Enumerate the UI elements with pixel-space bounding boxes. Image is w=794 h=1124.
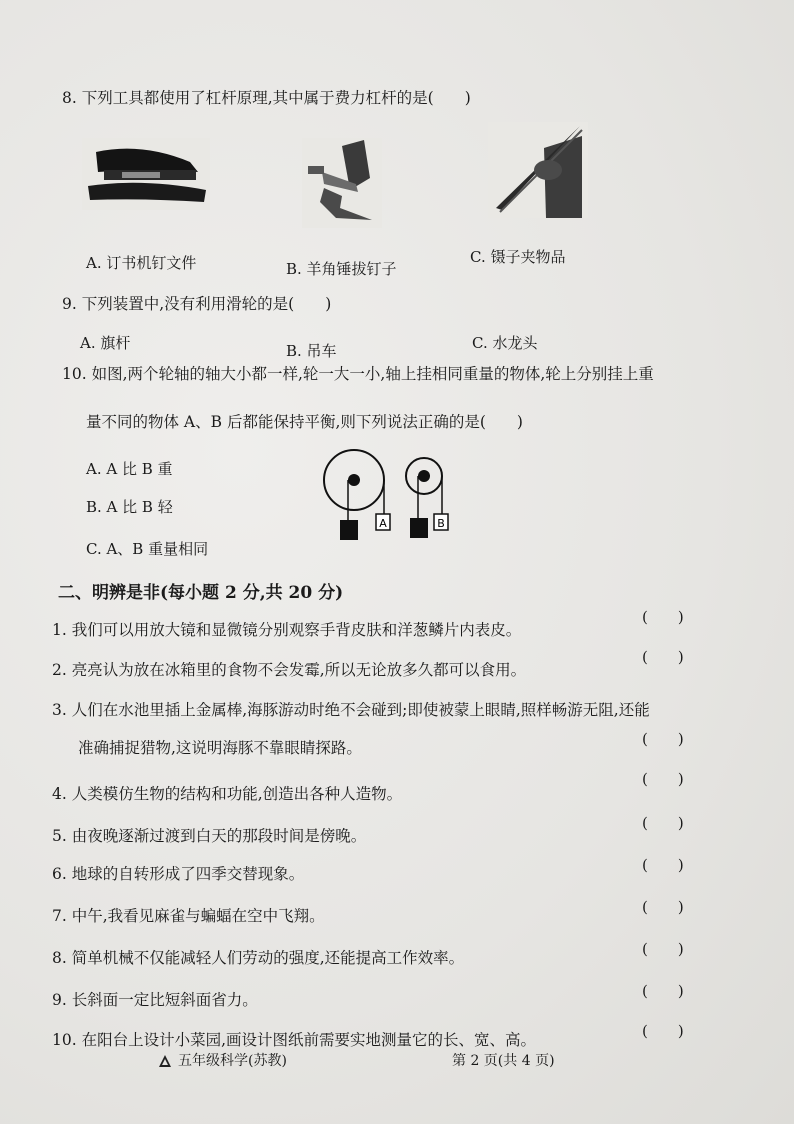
tf-answer-5[interactable]: ( ) xyxy=(642,814,684,832)
tf-answer-1[interactable]: ( ) xyxy=(642,608,684,626)
tf-item-5: 5. 由夜晚逐渐过渡到白天的那段时间是傍晚。 xyxy=(52,827,367,845)
q10-option-b: B. A 比 B 轻 xyxy=(86,498,173,516)
claw-hammer-image xyxy=(302,138,382,228)
tf-item-10: 10. 在阳台上设计小菜园,画设计图纸前需要实地测量它的长、宽、高。 xyxy=(52,1031,537,1049)
section-2-title: 二、明辨是非(每小题 2 分,共 20 分) xyxy=(58,583,344,603)
tf-item-7: 7. 中午,我看见麻雀与蝙蝠在空中飞翔。 xyxy=(52,907,325,925)
stapler-image xyxy=(82,138,210,210)
axle-weight-right xyxy=(410,518,428,538)
question-9: 9. 下列装置中,没有利用滑轮的是( ) xyxy=(62,295,332,313)
tf-item-8: 8. 简单机械不仅能减轻人们劳动的强度,还能提高工作效率。 xyxy=(52,949,465,967)
tf-item-1: 1. 我们可以用放大镜和显微镜分别观察手背皮肤和洋葱鳞片内表皮。 xyxy=(52,621,522,639)
tf-item-9: 9. 长斜面一定比短斜面省力。 xyxy=(52,991,258,1009)
q8-option-a: A. 订书机钉文件 xyxy=(86,254,197,272)
tf-answer-6[interactable]: ( ) xyxy=(642,856,684,874)
weight-b-label: B xyxy=(437,517,445,530)
tf-answer-7[interactable]: ( ) xyxy=(642,898,684,916)
small-wheel-axle xyxy=(418,470,430,482)
footer-subject: 五年级科学(苏教) xyxy=(178,1053,287,1069)
tf-item-2: 2. 亮亮认为放在冰箱里的食物不会发霉,所以无论放多久都可以食用。 xyxy=(52,661,527,679)
q8-option-c: C. 镊子夹物品 xyxy=(470,248,566,266)
q10-option-a: A. A 比 B 重 xyxy=(86,460,173,478)
q9-option-a: A. 旗杆 xyxy=(80,334,131,352)
question-8: 8. 下列工具都使用了杠杆原理,其中属于费力杠杆的是( ) xyxy=(62,89,471,107)
tf-answer-8[interactable]: ( ) xyxy=(642,940,684,958)
tweezers-image xyxy=(488,122,588,218)
q9-option-b: B. 吊车 xyxy=(286,342,337,360)
tf-answer-3[interactable]: ( ) xyxy=(642,730,684,748)
large-wheel-axle xyxy=(348,474,360,486)
tf-answer-4[interactable]: ( ) xyxy=(642,770,684,788)
publisher-logo-icon xyxy=(158,1054,172,1068)
q9-option-c: C. 水龙头 xyxy=(472,334,538,352)
tf-answer-10[interactable]: ( ) xyxy=(642,1022,684,1040)
tf-item-4: 4. 人类模仿生物的结构和功能,创造出各种人造物。 xyxy=(52,785,403,803)
question-10-line2: 量不同的物体 A、B 后都能保持平衡,则下列说法正确的是( ) xyxy=(86,413,523,431)
q8-option-b: B. 羊角锤拔钉子 xyxy=(286,260,397,278)
question-10-line1: 10. 如图,两个轮轴的轴大小都一样,轮一大一小,轴上挂相同重量的物体,轮上分别挂上重 xyxy=(62,365,654,383)
footer-page-number: 第 2 页(共 4 页) xyxy=(452,1053,555,1069)
tf-item-3: 3. 人们在水池里插上金属棒,海豚游动时绝不会碰到;即使被蒙上眼睛,照样畅游无阻,还能 xyxy=(52,701,650,719)
axle-weight-left xyxy=(340,520,358,540)
tf-item-3-cont: 准确捕捉猎物,这说明海豚不靠眼睛探路。 xyxy=(78,739,362,757)
tf-answer-9[interactable]: ( ) xyxy=(642,982,684,1000)
tf-item-6: 6. 地球的自转形成了四季交替现象。 xyxy=(52,865,305,883)
weight-a-label: A xyxy=(379,517,387,530)
tf-answer-2[interactable]: ( ) xyxy=(642,648,684,666)
wheel-axle-diagram xyxy=(322,448,458,544)
q10-option-c: C. A、B 重量相同 xyxy=(86,540,209,558)
